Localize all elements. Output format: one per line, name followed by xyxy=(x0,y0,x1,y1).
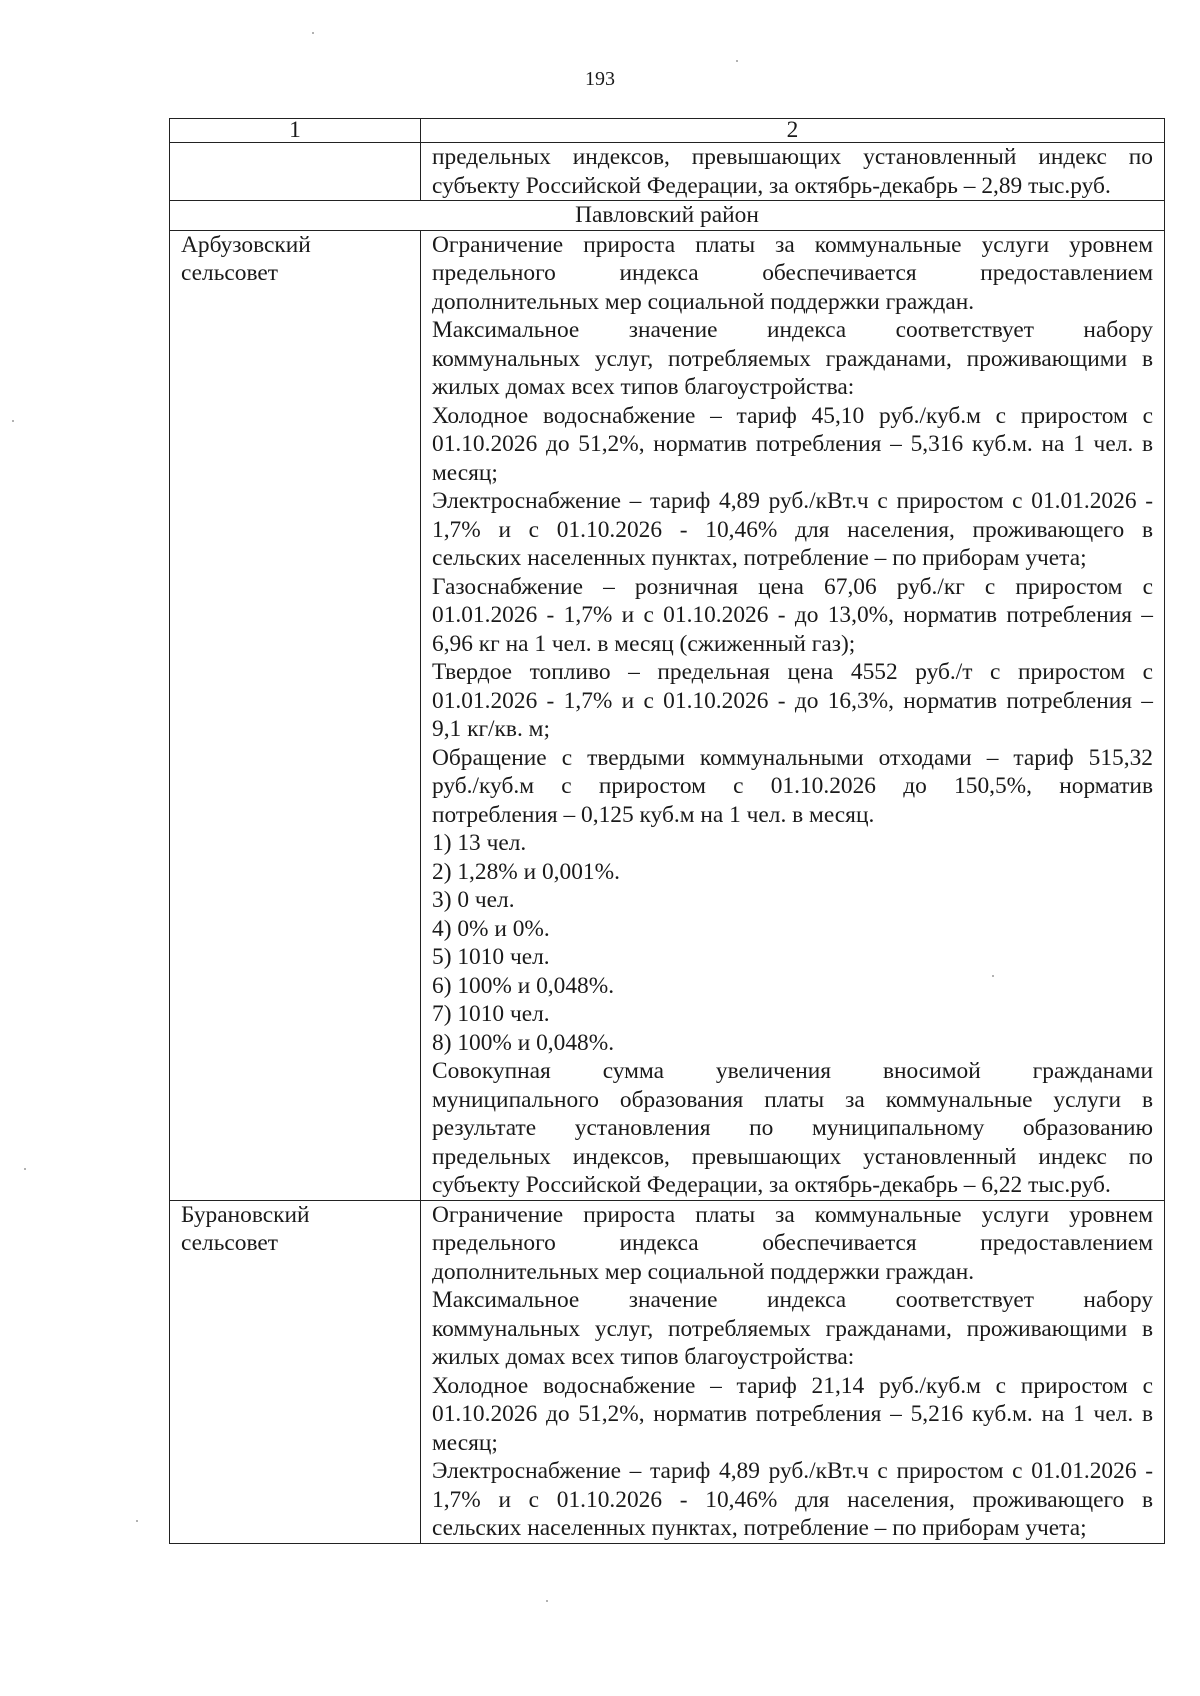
text-line: 1,7% и с 01.10.2026 - 10,46% для населения, проживающего в xyxy=(432,1486,1153,1513)
scan-speck xyxy=(312,32,314,34)
text-line: Холодное водоснабжение – тариф 21,14 руб./куб.м с приростом с xyxy=(432,1372,1153,1399)
scan-speck xyxy=(136,1520,138,1522)
text-line: дополнительных мер социальной поддержки граждан. xyxy=(432,288,975,315)
column-header-2: 2 xyxy=(421,119,1165,143)
text-line: 01.10.2026 до 51,2%, норматив потребления – 5,216 куб.м. на 1 чел. в xyxy=(432,1401,1153,1427)
text-line: Максимальное значение индекса соответствует набору xyxy=(432,1287,1153,1313)
text-line: Ограничение прироста платы за коммунальные услуги уровнем xyxy=(432,1201,1153,1228)
text-line: Совокупная сумма увеличения вносимой гражданами xyxy=(432,1058,1153,1084)
text-line: дополнительных мер социальной поддержки граждан. xyxy=(432,1258,975,1285)
text-line: Холодное водоснабжение – тариф 45,10 руб./куб.м с приростом с xyxy=(432,402,1153,429)
text-line: Электроснабжение – тариф 4,89 руб./кВт.ч с приростом с 01.01.2026 - xyxy=(432,488,1153,514)
text-line: Электроснабжение – тариф 4,89 руб./кВт.ч с приростом с 01.01.2026 - xyxy=(432,1458,1153,1484)
settlement-name-line: Арбузовский xyxy=(181,231,311,258)
text-line: 8) 100% и 0,048%. xyxy=(432,1029,615,1056)
text-line: 01.01.2026 - 1,7% и с 01.10.2026 - до 16,3%, норматив потребления – xyxy=(432,687,1153,714)
text-line: потребления – 0,125 куб.м на 1 чел. в месяц. xyxy=(432,801,875,828)
scan-speck xyxy=(736,60,738,62)
text-line: муниципального образования платы за коммунальные услуги в xyxy=(432,1086,1153,1113)
text-line: 6,96 кг на 1 чел. в месяц (сжиженный газ); xyxy=(432,630,856,657)
text-line: месяц; xyxy=(432,1429,498,1456)
continuation-name-cell xyxy=(170,143,421,201)
table-row xyxy=(170,230,1165,1200)
text-line: 1) 13 чел. xyxy=(432,830,527,856)
text-line: жилых домах всех типов благоустройства: xyxy=(432,1344,855,1370)
text-line: Газоснабжение – розничная цена 67,06 руб./кг с приростом с xyxy=(432,573,1153,600)
text-line: предельного индекса обеспечивается предоставлением xyxy=(432,260,1153,286)
settlement-name-line: Бурановский xyxy=(181,1201,310,1228)
text-line: сельских населенных пунктах, потребление – по приборам учета; xyxy=(432,545,1087,571)
text-line: субъекту Российской Федерации, за октябрь-декабрь – 2,89 тыс.руб. xyxy=(432,172,1111,199)
municipal-indices-table xyxy=(169,118,1165,1544)
settlement-description-cell xyxy=(421,1200,1165,1543)
scan-speck xyxy=(546,1600,548,1602)
scan-speck xyxy=(992,975,994,977)
settlement-name-line: сельсовет xyxy=(181,260,278,286)
district-row xyxy=(170,201,1165,231)
text-line: Максимальное значение индекса соответствует набору xyxy=(432,317,1153,343)
text-line: Обращение с твердыми коммунальными отходами – тариф 515,32 xyxy=(432,744,1153,771)
settlement-name-line: сельсовет xyxy=(181,1230,278,1256)
text-line: 01.01.2026 - 1,7% и с 01.10.2026 - до 13,0%, норматив потребления – xyxy=(432,602,1153,628)
continuation-row xyxy=(170,143,1165,201)
text-line: Твердое топливо – предельная цена 4552 руб./т с приростом с xyxy=(432,659,1153,685)
district-heading: Павловский район xyxy=(170,201,1165,231)
text-line: 6) 100% и 0,048%. xyxy=(432,972,615,999)
settlement-name-cell xyxy=(170,230,421,1200)
table-header-row xyxy=(170,119,1165,143)
text-line: 2) 1,28% и 0,001%. xyxy=(432,858,620,885)
text-line: 01.10.2026 до 51,2%, норматив потребления – 5,316 куб.м. на 1 чел. в xyxy=(432,431,1153,457)
text-line: месяц; xyxy=(432,459,498,486)
settlement-name-cell xyxy=(170,1200,421,1543)
text-line: коммунальных услуг, потребляемых гражданами, проживающими в xyxy=(432,345,1153,372)
text-line: предельного индекса обеспечивается предоставлением xyxy=(432,1230,1153,1256)
text-line: сельских населенных пунктах, потребление – по приборам учета; xyxy=(432,1515,1087,1541)
page-number: 193 xyxy=(585,68,615,90)
continuation-text-cell xyxy=(421,143,1165,201)
column-header-1: 1 xyxy=(170,119,421,143)
text-line: субъекту Российской Федерации, за октябрь-декабрь – 6,22 тыс.руб. xyxy=(432,1172,1111,1198)
table-row xyxy=(170,1200,1165,1543)
text-line: 9,1 кг/кв. м; xyxy=(432,716,550,742)
text-line: результате установления по муниципальному образованию xyxy=(432,1115,1153,1141)
text-line: 5) 1010 чел. xyxy=(432,944,550,970)
text-line: 7) 1010 чел. xyxy=(432,1001,550,1027)
text-line: 4) 0% и 0%. xyxy=(432,915,550,942)
text-line: 3) 0 чел. xyxy=(432,887,515,913)
text-line: Ограничение прироста платы за коммунальные услуги уровнем xyxy=(432,231,1153,258)
text-line: коммунальных услуг, потребляемых гражданами, проживающими в xyxy=(432,1315,1153,1342)
settlement-description-cell xyxy=(421,230,1165,1200)
text-line: жилых домах всех типов благоустройства: xyxy=(432,374,855,400)
scan-speck xyxy=(24,1168,26,1170)
text-line: 1,7% и с 01.10.2026 - 10,46% для населения, проживающего в xyxy=(432,516,1153,543)
text-line: руб./куб.м с приростом с 01.10.2026 до 150,5%, норматив xyxy=(432,773,1153,799)
scan-speck xyxy=(12,420,14,422)
text-line: предельных индексов, превышающих установленный индекс по xyxy=(432,144,1153,170)
text-line: предельных индексов, превышающих установленный индекс по xyxy=(432,1143,1153,1170)
